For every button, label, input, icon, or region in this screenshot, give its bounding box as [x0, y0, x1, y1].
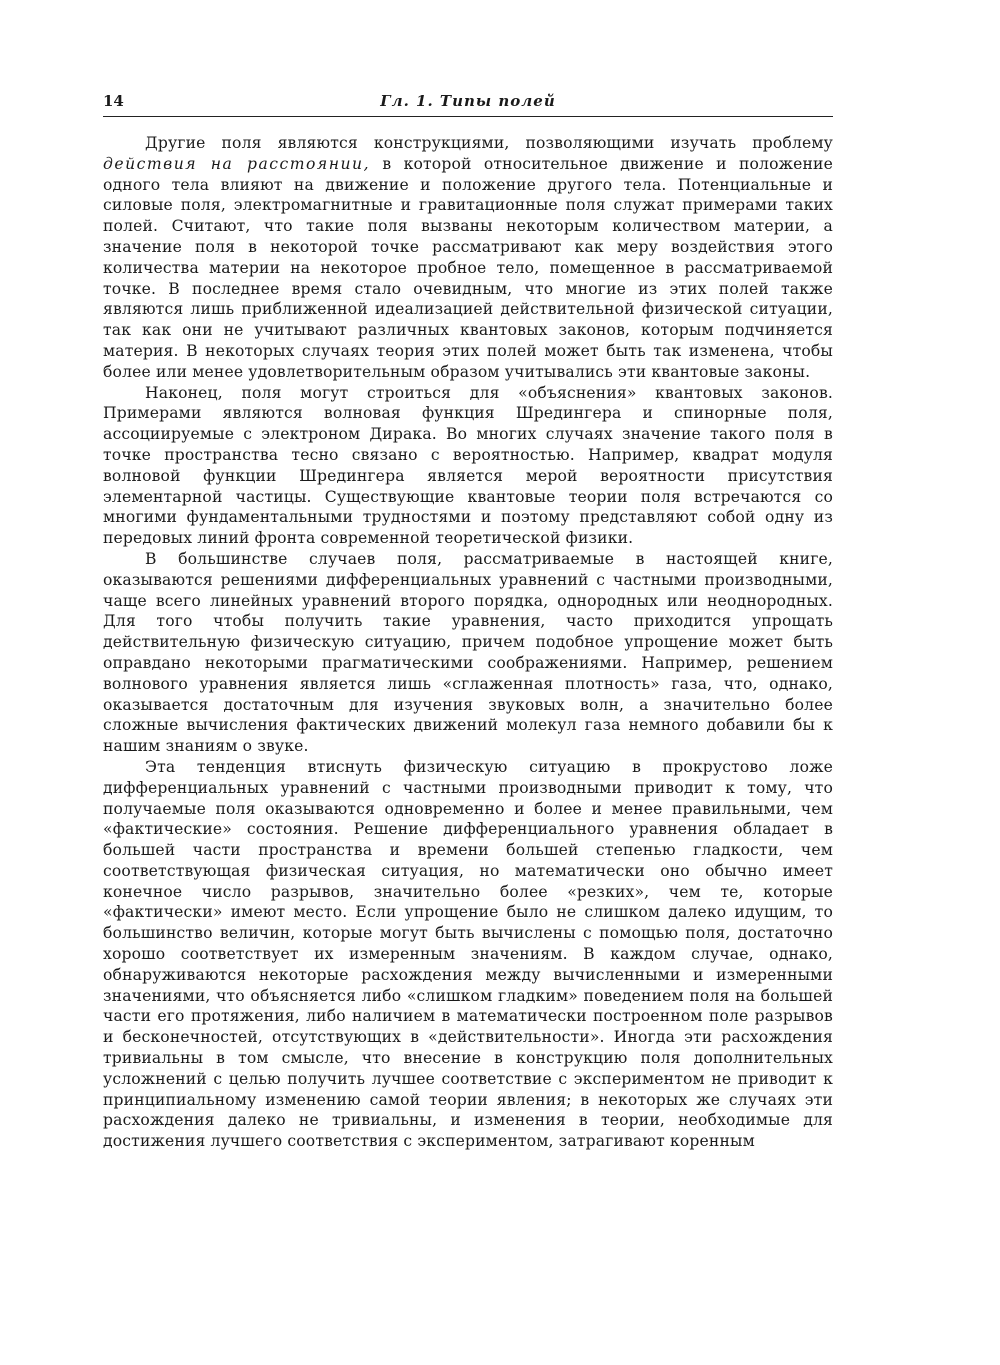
paragraph-4: Эта тенденция втиснуть физическую ситуацию в прокрустово ложе дифференциальных уравнений с частными производными приводит к тому, что получаемые поля оказываются одновременно и более и менее правильными, чем «фактические» состояния. Решение дифференциального уравнения обладает в большей части пространства и времени большей степенью гладкости, чем соответствующая физическая ситуация, но математически оно обычно имеет конечное число разрывов, значительно более «резких», чем те, которые «фактически» имеют место. Если упрощение было не слишком далеко идущим, то большинство величин, которые могут быть вычислены с помощью поля, достаточно хорошо соответствует их измеренным значениям. В каждом случае, однако, обнаруживаются некоторые расхождения между вычисленными и измеренными значениями, что объясняется либо «слишком гладким» поведением поля на большей части его протяжения, либо наличием в математически построенном поле разрывов и бесконечностей, отсутствующих в «действительности». Иногда эти расхождения тривиальны в том смысле, что внесение в конструкцию поля дополнительных усложнений с целью получить лучшее соответствие с экспериментом не приводит к принципиальному изменению самой теории явления; в некоторых же случаях эти расхождения далеко не тривиальны, и изменения в теории, необходимые для достижения лучшего соответствия с экспериментом, затрагивают коренным: [103, 757, 833, 1151]
book-page: [103, 88, 833, 1152]
paragraph-1-text-start: Другие поля являются конструкциями, позволяющими изучать проблему: [145, 134, 833, 152]
body-text: [103, 133, 833, 1152]
paragraph-1: [103, 133, 833, 383]
paragraph-3: В большинстве случаев поля, рассматриваемые в настоящей книге, оказываются решениями дифференциальных уравнений с частными производными, чаще всего линейных уравнений второго порядка, однородных или неоднородных. Для того чтобы получить такие уравнения, часто приходится упрощать действительную физическую ситуацию, причем подобное упрощение может быть оправдано некоторыми прагматическими соображениями. Например, решением волнового уравнения является лишь «сглаженная плотность» газа, что, однако, оказывается достаточным для изучения звуковых волн, а значительно более сложные вычисления фактических движений молекул газа немного добавили бы к нашим знаниям о звуке.: [103, 549, 833, 756]
page-number: 14: [103, 92, 124, 110]
paragraph-1-text-end: в которой относительное движение и положение одного тела влияют на движение и положение другого тела. Потенциальные и силовые поля, электромагнитные и гравитационные поля служат примерами таких полей. Считают, что такие поля вызваны некоторым количеством материи, а значение поля в некоторой точке рассматривают как меру воздействия этого количества материи на некоторое пробное тело, помещенное в рассматриваемой точке. В последнее время стало очевидным, что многие из этих полей также являются лишь приближенной идеализацией действительной физической ситуации, так как они не учитывают различных квантовых законов, которым подчиняется материя. В некоторых случаях теория этих полей может быть так изменена, чтобы более или менее удовлетворительным образом учитывались эти квантовые законы.: [103, 154, 833, 381]
paragraph-2: Наконец, поля могут строиться для «объяснения» квантовых законов. Примерами являются волновая функция Шредингера и спинорные поля, ассоциируемые с электроном Дирака. Во многих случаях значение такого поля в точке пространства тесно связано с вероятностью. Например, квадрат модуля волновой функции Шредингера является мерой вероятности присутствия элементарной частицы. Существующие квантовые теории поля встречаются со многими фундаментальными трудностями и поэтому представляют собой одну из передовых линий фронта современной теоретической физики.: [103, 383, 833, 548]
chapter-title: Гл. 1. Типы полей: [380, 92, 556, 110]
running-head: [103, 88, 833, 117]
emphasis-action-at-distance: действия на расстоянии,: [103, 154, 371, 173]
